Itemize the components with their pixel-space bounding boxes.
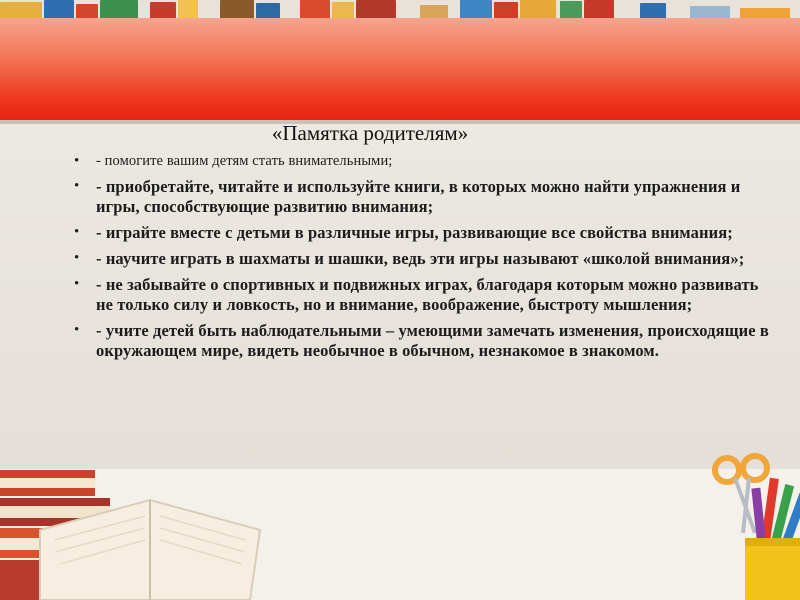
slide-title: «Памятка родителям» <box>271 121 469 145</box>
scissors-blade <box>735 478 755 533</box>
book-spine <box>44 0 74 20</box>
book-spine <box>520 0 556 20</box>
bullet-icon: • <box>74 276 80 292</box>
book-spine <box>584 0 614 20</box>
list-item-text: - помогите вашим детям стать внимательными; <box>96 153 393 169</box>
book-spine <box>100 0 138 20</box>
bullet-icon: • <box>74 250 80 266</box>
book-spine <box>220 0 254 20</box>
open-book-stack-image <box>0 460 270 600</box>
bullet-icon: • <box>74 178 80 194</box>
list-item <box>74 177 774 217</box>
list-item-text: - играйте вместе с детьми в различные игры, развивающие все свойства внимания; <box>96 223 733 242</box>
list-item-text: - приобретайте, читайте и используйте книги, в которых можно найти упражнения и игры, способствующие развитию внимания; <box>96 177 741 216</box>
list-item <box>74 249 774 269</box>
pencil-cup-rim <box>745 538 800 546</box>
list-item-text: - не забывайте о спортивных и подвижных играх, благодаря которым можно развивать не только силу и ловкость, но и внимание, воображение, быстроту мышления; <box>96 275 759 314</box>
list-item-text: - учите детей быть наблюдательными – умеющими замечать изменения, происходящие в окружающем мире, видеть необычное в обычном, незнакомое в знакомом. <box>96 321 769 360</box>
list-item <box>74 321 774 361</box>
book-spine <box>178 0 198 20</box>
scissors-handle <box>743 456 767 480</box>
bullet-icon: • <box>74 322 80 338</box>
header-banner <box>0 18 800 122</box>
bullet-icon: • <box>74 153 80 169</box>
book-pages <box>0 478 95 488</box>
advice-list <box>74 152 774 367</box>
list-item <box>74 223 774 243</box>
bullet-icon: • <box>74 224 80 240</box>
pencil-cup <box>745 538 800 600</box>
list-item <box>74 275 774 315</box>
pencil-cup-with-scissors-image <box>705 448 800 600</box>
bookshelf-strip <box>0 0 800 20</box>
list-item-text: - научите играть в шахматы и шашки, ведь эти игры называют «школой внимания»; <box>96 249 745 268</box>
book-spine <box>356 0 396 20</box>
book-spine <box>300 0 330 20</box>
list-item <box>74 152 774 171</box>
book-spine <box>460 0 492 20</box>
